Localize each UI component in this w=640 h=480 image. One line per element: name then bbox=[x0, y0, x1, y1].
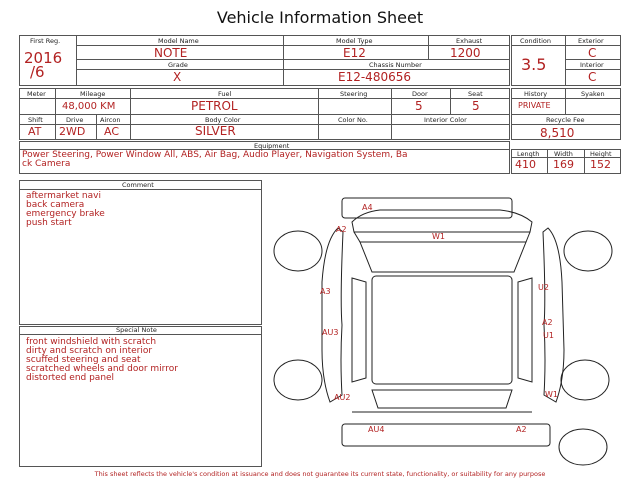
color-no-label: Color No. bbox=[338, 116, 368, 124]
door-value: 5 bbox=[415, 99, 423, 113]
aircon-value: AC bbox=[104, 125, 120, 138]
exhaust-label: Exhaust bbox=[456, 37, 483, 45]
page-title: Vehicle Information Sheet bbox=[216, 8, 424, 27]
fuel-label: Fuel bbox=[218, 90, 232, 98]
body-color-label: Body Color bbox=[205, 116, 241, 124]
model-type-value: E12 bbox=[343, 46, 366, 60]
height-value: 152 bbox=[590, 158, 611, 171]
damage-code-au4: AU4 bbox=[368, 425, 385, 434]
seat-label: Seat bbox=[468, 90, 483, 98]
chassis-value: E12-480656 bbox=[338, 70, 411, 84]
drive-label: Drive bbox=[66, 116, 84, 124]
body-color-value: SILVER bbox=[195, 124, 236, 138]
damage-code-a4: A4 bbox=[362, 203, 373, 212]
drive-value: 2WD bbox=[59, 125, 86, 138]
damage-code-a2-rear: A2 bbox=[516, 425, 527, 434]
comment-text bbox=[26, 192, 105, 228]
exhaust-value: 1200 bbox=[450, 46, 481, 60]
grade-label: Grade bbox=[168, 61, 188, 69]
damage-code-u1: U1 bbox=[543, 331, 554, 340]
special-note-line: dirty and scratch on interior bbox=[26, 346, 153, 356]
condition-value: 3.5 bbox=[521, 55, 547, 74]
interior-value: C bbox=[588, 70, 597, 84]
width-value: 169 bbox=[553, 158, 574, 171]
model-type-label: Model Type bbox=[336, 37, 373, 45]
damage-code-a2-front: A2 bbox=[336, 225, 347, 234]
mileage-value: 48,000 KM bbox=[62, 101, 116, 112]
equipment-line1: Power Steering, Power Window All, ABS, Air Bag, Audio Player, Navigation System, Ba bbox=[22, 150, 408, 160]
recycle-fee-value: 8,510 bbox=[540, 126, 575, 140]
comment-label: Comment bbox=[122, 181, 154, 189]
length-label: Length bbox=[517, 150, 540, 158]
interior-label: Interior bbox=[580, 61, 604, 69]
length-value: 410 bbox=[515, 158, 536, 171]
model-name-label: Model Name bbox=[158, 37, 199, 45]
steering-label: Steering bbox=[340, 90, 368, 98]
exterior-label: Exterior bbox=[578, 37, 604, 45]
chassis-label: Chassis Number bbox=[369, 61, 422, 69]
grade-value: X bbox=[173, 70, 182, 84]
main-info-box bbox=[19, 35, 510, 86]
condition-label: Condition bbox=[520, 37, 552, 45]
door-label: Door bbox=[412, 90, 428, 98]
shift-value: AT bbox=[28, 125, 42, 138]
damage-code-a3: A3 bbox=[320, 287, 331, 296]
equipment-label: Equipment bbox=[254, 142, 290, 150]
first-reg-year: 2016 bbox=[24, 49, 63, 67]
history-label: History bbox=[524, 90, 548, 98]
special-note-line: distorted end panel bbox=[26, 373, 115, 383]
damage-code-au2: AU2 bbox=[334, 393, 351, 402]
interior-color-label: Interior Color bbox=[424, 116, 467, 124]
special-note-label: Special Note bbox=[116, 326, 157, 334]
height-label: Height bbox=[590, 150, 612, 158]
seat-value: 5 bbox=[472, 99, 480, 113]
comment-line: aftermarket navi bbox=[26, 191, 101, 201]
damage-code-u2: U2 bbox=[538, 283, 549, 292]
special-note-text bbox=[26, 338, 178, 383]
history-value: PRIVATE bbox=[518, 101, 551, 110]
model-name-value: NOTE bbox=[154, 46, 188, 60]
comment-line: back camera bbox=[26, 200, 85, 210]
damage-code-au3: AU3 bbox=[322, 328, 339, 337]
meter-label: Meter bbox=[27, 90, 46, 98]
first-reg-month: /6 bbox=[30, 63, 45, 81]
comment-line: emergency brake bbox=[26, 209, 105, 219]
damage-code-w1-rear: W1 bbox=[545, 390, 558, 399]
aircon-label: Aircon bbox=[100, 116, 121, 124]
damage-code-a2-right: A2 bbox=[542, 318, 553, 327]
special-note-line: front windshield with scratch bbox=[26, 337, 157, 347]
disclaimer-footer: This sheet reflects the vehicle's condition at issuance and does not guarantee its current state, functionality, or suitability for any purpose bbox=[94, 470, 546, 478]
comment-line: push start bbox=[26, 218, 72, 228]
width-label: Width bbox=[554, 150, 573, 158]
syaken-label: Syaken bbox=[581, 90, 605, 98]
damage-code-w1-front: W1 bbox=[432, 232, 445, 241]
recycle-fee-label: Recycle Fee bbox=[546, 116, 585, 124]
fuel-value: PETROL bbox=[191, 99, 238, 113]
equipment-line2: ck Camera bbox=[22, 159, 71, 169]
first-reg-label: First Reg. bbox=[30, 37, 61, 45]
shift-label: Shift bbox=[28, 116, 43, 124]
exterior-value: C bbox=[588, 46, 597, 60]
mileage-label: Mileage bbox=[80, 90, 106, 98]
special-note-line: scuffed steering and seat bbox=[26, 355, 141, 365]
car-damage-diagram bbox=[268, 180, 640, 470]
special-note-line: scratched wheels and door mirror bbox=[26, 364, 178, 374]
